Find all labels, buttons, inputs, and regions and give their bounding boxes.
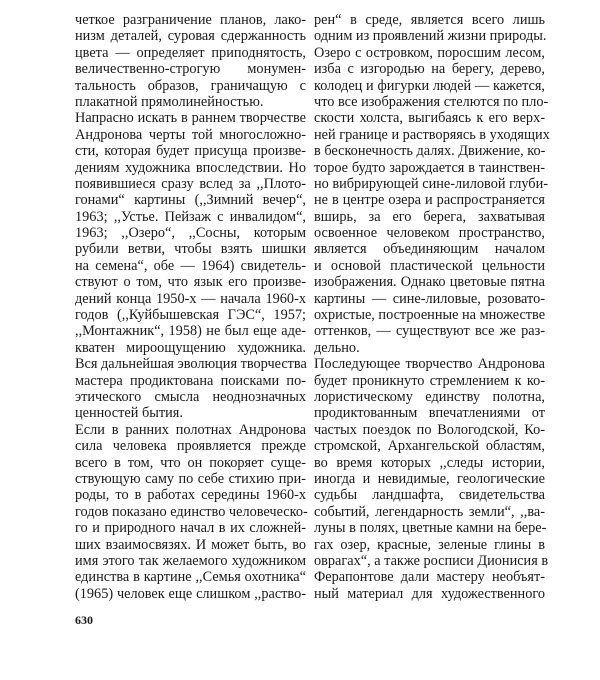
text-line: продиктованным впечатлениями от — [314, 405, 545, 422]
paragraph — [314, 12, 550, 356]
text-line: мастера продиктована поисками по- — [75, 372, 306, 389]
text-line: Андронова черты той многосложно- — [75, 126, 306, 143]
text-line: имя этого так желаемого художником — [75, 552, 306, 569]
text-line: гах озер, красные, зеленые глины в — [314, 536, 545, 553]
text-line: стромской, Архангельской областям, — [314, 438, 545, 455]
text-line: и основой пластической цельности — [314, 257, 545, 274]
text-line: низм деталей, суровая сдержанность — [75, 28, 306, 45]
paragraph — [75, 12, 306, 110]
paragraph — [75, 110, 306, 421]
text-line: является объединяющим началом — [314, 241, 545, 258]
text-line: роды, то в работах середины 1960-х — [75, 487, 306, 504]
text-line: Напрасно искать в раннем творчестве — [75, 110, 306, 127]
text-line: лористическому единству полотна, — [314, 388, 545, 405]
text-line: иногда и невидимые, геологические — [314, 470, 545, 487]
text-line: 1963; ,,Устье. Пейзаж с инвалидом“, — [75, 208, 306, 225]
text-line: ней границе и растворяясь в уходящих — [314, 126, 550, 143]
text-line: в бесконечность далях. Движение, ко- — [314, 143, 546, 160]
text-line: будет проникнуто стремлением к ко- — [314, 372, 545, 389]
text-column-left — [75, 12, 306, 602]
text-line: (1965) человек еще слишком ,,раство- — [75, 585, 306, 602]
text-line: ценностей бытия. — [75, 405, 183, 422]
text-line: картины — сине-лиловые, розовато- — [314, 290, 545, 307]
text-line: охристые, построенные на множестве — [314, 307, 546, 324]
text-line: ный материал для художественного — [314, 585, 545, 602]
text-line: Если в ранних полотнах Андронова — [75, 421, 306, 438]
paragraph — [75, 422, 306, 602]
text-column-right — [314, 12, 550, 602]
text-line: величественно-строгую монумен- — [75, 61, 306, 78]
text-line: гонами“ картины (,,Зимний вечер“, — [75, 192, 306, 209]
text-line: вширь, за его берега, захватывая — [314, 208, 545, 225]
text-line: годов (,,Куйбышевская ГЭС“, 1957; — [75, 307, 306, 324]
text-line: плакатной прямолинейностью. — [75, 93, 264, 110]
text-line: скости холста, выгибаясь к его верх- — [314, 110, 545, 127]
text-line: дений конца 1950-х — начала 1960-х — [75, 290, 306, 307]
text-line: ствующую саму по себе стихию при- — [75, 470, 306, 487]
text-line: тальность образов, граничащую с — [75, 77, 306, 94]
paragraph — [314, 356, 549, 602]
text-line: но вибрирующей сине-лиловой глуби- — [314, 175, 548, 192]
text-line: событий, легендарность земли“, ,,ва- — [314, 503, 545, 520]
text-line: рубили ветви, чтобы взять шишки — [75, 241, 306, 258]
text-line: рен“ в среде, является всего лишь — [314, 12, 545, 28]
text-line: оттенков, — существуют все же раз- — [314, 323, 545, 340]
text-line: колодец и фигурки людей — кажется, — [314, 77, 545, 94]
text-line: го и природного начал в их сложней- — [75, 520, 306, 537]
text-line: торое будто зарождается в таинствен- — [314, 159, 545, 176]
text-line: четкое разграничение планов, лако- — [75, 12, 306, 28]
text-line: Последующее творчество Андронова — [314, 356, 545, 373]
text-line: единства в картине ,,Семья охотника“ — [75, 569, 306, 586]
text-line: частых поездок по Вологодской, Ко- — [314, 421, 545, 438]
text-line: ствуют о том, что язык его произве- — [75, 274, 306, 291]
text-line: появившиеся сразу вслед за ,,Плото- — [75, 175, 306, 192]
text-line: Ферапонтове дали мастеру необъят- — [314, 569, 545, 586]
text-line: дельно. — [314, 339, 360, 356]
text-line: годов показано единство человеческо- — [75, 503, 308, 520]
text-line: Вся дальнейшая эволюция творчества — [75, 356, 307, 373]
text-line: что все изображения стелются по пло- — [314, 93, 549, 110]
text-line: изображения. Однако цветовые пятна — [314, 274, 545, 291]
page-number: 630 — [75, 613, 93, 627]
text-line: 1963; ,,Озеро“, ,,Сосны, которым — [75, 225, 306, 242]
text-line: ,,Монтажник“, 1958) не был еще аде- — [75, 323, 306, 340]
text-line: судьбы ландшафта, свидетельства — [314, 487, 545, 504]
text-line: изба с изгородью на берегу, дерево, — [314, 61, 545, 78]
text-line: во время которых ,,следы истории, — [314, 454, 545, 471]
text-line: одним из проявлений жизни природы. — [314, 28, 547, 45]
text-line: кватен мироощущению художника. — [75, 339, 306, 356]
text-line: всего в том, что он покоряет суще- — [75, 454, 306, 471]
text-line: сти, которая будет присуща произве- — [75, 143, 306, 160]
text-line: не в центре озера и распространяется — [314, 192, 545, 209]
text-line: оврагах“, а также росписи Дионисия в — [314, 552, 549, 569]
text-line: Озеро с островком, поросшим лесом, — [314, 44, 545, 61]
text-line: цвета — определяет приподнятость, — [75, 44, 306, 61]
text-line: луны в полях, цветные камни на бере- — [314, 520, 547, 537]
text-line: сила человека проявляется прежде — [75, 438, 306, 455]
text-line: на семена“, обе — 1964) свидетель- — [75, 257, 306, 274]
text-line: освоенное человеком пространство, — [314, 225, 545, 242]
text-line: ших взаимосвязях. И может быть, во — [75, 536, 306, 553]
text-line: дениям художника впоследствии. Но — [75, 159, 306, 176]
text-line: этического смысла неоднозначных — [75, 388, 306, 405]
